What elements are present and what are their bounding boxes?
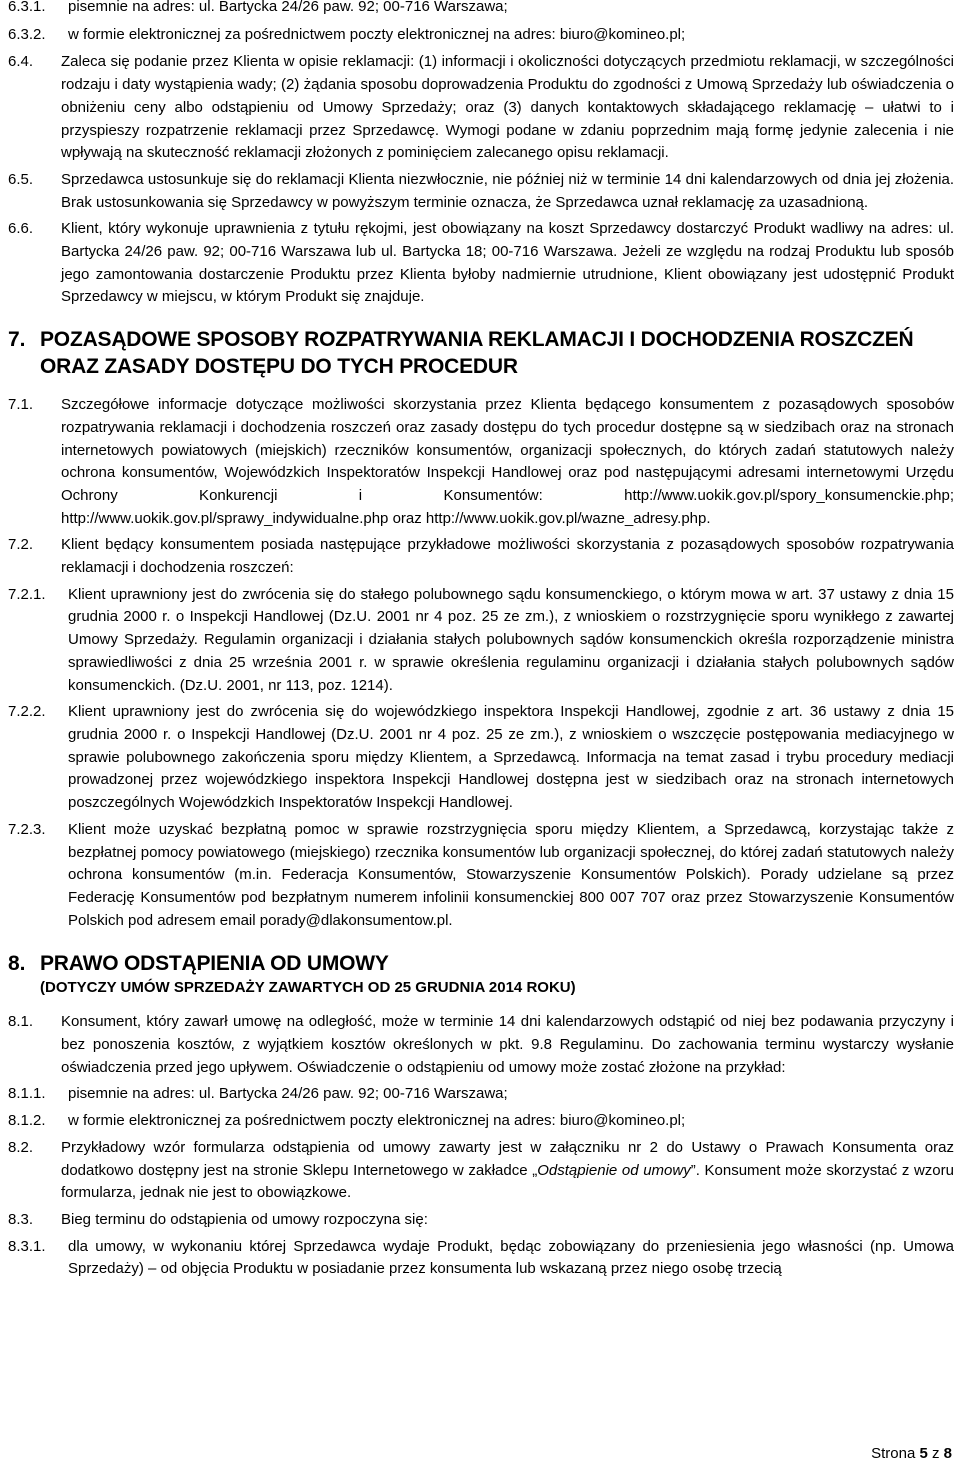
item-text: Klient uprawniony jest do zwrócenia się do wojewódzkiego inspektora Inspekcji Handlowej, zgodnie z art. 36 ustawy z dnia 15 grudnia 2000 r. o Inspekcji Handlowej (Dz.U. 2001 nr 4 poz. 25 ze zm.), z wnioskiem o wszczęcie postępowania mediacyjnego w sprawie polubownego zakończenia sporu między Klientem, a Sprzedawcą. Informacja na temat zasad i trybu procedury mediacji prowadzonej przez wojewódzkiego inspektora Inspekcji Handlowej dostępna jest w siedzibach oraz na stronach internetowych poszczególnych Wojewódzkich Inspektoratów Inspekcji Handlowej. [68,703,954,812]
item-number: 8.3.1. [8,1237,46,1255]
list-item-6-3-1 [8,0,954,19]
list-item-8-1-2 [8,1110,954,1133]
item-number: 8.1.1. [8,1085,46,1103]
section-7-heading [8,326,954,380]
item-text: Bieg terminu do odstąpienia od umowy rozpoczyna się: [61,1210,428,1228]
list-item-6-3-2 [8,24,954,47]
form-link-text: Odstąpienie od umowy [537,1161,691,1179]
item-text: w formie elektronicznej za pośrednictwem poczty elektronicznej na adres: biuro@komineo.pl; [68,25,686,43]
item-text: dla umowy, w wykonaniu której Sprzedawca wydaje Produkt, będąc zobowiązany do przeniesienia jego własności (np. Umowa Sprzedaży) – od objęcia Produktu w posiadanie przez konsumenta lub wskazaną przez niego osobę trzecią [68,1237,954,1278]
section-subtitle: (DOTYCZY UMÓW SPRZEDAŻY ZAWARTYCH OD 25 GRUDNIA 2014 ROKU) [40,979,576,997]
item-text: w formie elektronicznej za pośrednictwem poczty elektronicznej na adres: biuro@komineo.pl; [68,1112,686,1130]
item-number: 6.3.2. [8,25,46,43]
item-number: 7.2.1. [8,585,46,603]
footer-label: Strona [871,1445,916,1463]
list-item-7-1 [8,394,954,530]
page-footer [871,1443,952,1466]
section-title: PRAWO ODSTĄPIENIA OD UMOWY [40,952,389,976]
item-text: Sprzedawca ustosunkuje się do reklamacji Klienta niezwłocznie, nie później niż w terminie 14 dni kalendarzowych od dnia jej złożenia. Brak ustosunkowania się Sprzedawcy w powyższym terminie oznacza, że Sprzedawca uznał reklamację za uzasadnioną. [61,170,954,211]
item-text: Konsument, który zawarł umowę na odległość, może w terminie 14 dni kalendarzowych odstąpić od niej bez podawania przyczyny i bez ponoszenia kosztów, z wyjątkiem kosztów określonych w pkt. 9.8 Regulaminu. Do zachowania terminu wystarczy wysłanie oświadczenia przed jego upływem. Oświadczenie o odstąpieniu od umowy może zostać złożone na przykład: [61,1013,954,1076]
list-item-8-1-1 [8,1083,954,1106]
list-item-8-2 [8,1137,954,1205]
list-item-7-2-2 [8,701,954,815]
list-item-6-6 [8,218,954,309]
item-text: pisemnie na adres: ul. Bartycka 24/26 paw. 92; 00-716 Warszawa; [68,0,508,15]
section-8-heading [8,950,954,999]
section-number: 8. [8,952,26,976]
item-number: 6.3.1. [8,0,46,15]
list-item-7-2 [8,534,954,579]
footer-page-number: 5 [919,1445,928,1463]
item-number: 6.4. [8,53,34,71]
item-number: 6.6. [8,220,34,238]
list-item-8-3 [8,1209,954,1232]
list-item-8-1 [8,1011,954,1079]
item-text-part: Przykładowy wzór formularza odstąpienia od umowy zawarty jest w załączniku nr 2 do Ustawy o Prawach Konsumenta oraz dodatkowo dostępny jest na stronie Sklepu Internetowego w zakładce „ [61,1138,954,1179]
item-number: 8.1. [8,1013,34,1031]
item-text-part: ”. Konsument może skorzystać z wzoru formularza, jednak nie jest to obowiązkowe. [61,1161,954,1202]
item-number: 7.2.2. [8,703,46,721]
footer-page-total: 8 [943,1445,952,1463]
item-text [61,1137,954,1205]
list-item-8-3-1 [8,1236,954,1281]
item-text: Klient, który wykonuje uprawnienia z tytułu rękojmi, jest obowiązany na koszt Sprzedawcy dostarczyć Produkt wadliwy na adres: ul. Bartycka 24/26 paw. 92; 00-716 Warszawa lub ul. Bartycka 18; 00-716 Warszawa. Jeżeli ze względu na rodzaj Produktu lub sposób jego zamontowania dostarczenie Produktu przez Klienta byłoby nadmiernie utrudnione, Klient obowiązany jest udostępnić Produkt Sprzedawcy w miejscu, w którym Produkt się znajduje. [61,220,954,306]
footer-separator: z [931,1445,940,1463]
item-text: Klient uprawniony jest do zwrócenia się do stałego polubownego sądu konsumenckiego, o którym mowa w art. 37 ustawy z dnia 15 grudnia 2000 r. o Inspekcji Handlowej (Dz.U. 2001 nr 4 poz. 25 ze zm.), z wnioskiem o rozstrzygnięcie sporu wynikłego z zawartej Umowy Sprzedaży. Regulamin organizacji i działania stałych polubownych sądów konsumenckich określa rozporządzenie ministra sprawiedliwości z dnia 25 września 2001 r. w sprawie określenia regulaminu organizacji i działania stałych polubownych sądów konsumenckich. (Dz.U. 2001, nr 113, poz. 1214). [68,585,954,694]
item-text: Klient będący konsumentem posiada następujące przykładowe możliwości skorzystania z pozasądowych sposobów rozpatrywania reklamacji i dochodzenia roszczeń: [61,536,954,577]
section-title: POZASĄDOWE SPOSOBY ROZPATRYWANIA REKLAMACJI I DOCHODZENIA ROSZCZEŃ ORAZ ZASADY DOSTĘPU DO TYCH PROCEDUR [40,328,914,379]
item-number: 7.2. [8,536,34,554]
item-number: 7.2.3. [8,820,46,838]
item-number: 8.2. [8,1138,34,1156]
item-number: 8.3. [8,1210,34,1228]
item-text: pisemnie na adres: ul. Bartycka 24/26 paw. 92; 00-716 Warszawa; [68,1085,508,1103]
section-number: 7. [8,328,26,352]
list-item-7-2-1 [8,584,954,698]
item-text: Szczegółowe informacje dotyczące możliwości skorzystania przez Klienta będącego konsumentem z pozasądowych sposobów rozpatrywania reklamacji i dochodzenia roszczeń oraz zasady dostępu do tych procedur dostępne są w siedzibach oraz na stronach internetowych powiatowych (miejskich) rzeczników konsumentów, organizacji społecznych, do których zadań statutowych należy ochrona konsumentów, Wojewódzkich Inspektoratów Inspekcji Handlowej oraz pod następującymi adresami internetowymi Urzędu Ochrony Konkurencji i Konsumentów: http://www.uokik.gov.pl/spory_konsumenckie.php; http://www.uokik.gov.pl/sprawy_indywidualne.php oraz http://www.uokik.gov.pl/wazne_adresy.php. [61,396,954,527]
item-text: Zaleca się podanie przez Klienta w opisie reklamacji: (1) informacji i okoliczności dotyczących przedmiotu reklamacji, w szczególności rodzaju i daty wystąpienia wady; (2) żądania sposobu doprowadzenia Produktu do zgodności z Umową Sprzedaży lub oświadczenia o obniżeniu ceny albo odstąpieniu od Umowy Sprzedaży; oraz (3) danych kontaktowych składającego reklamację – ułatwi to i przyspieszy rozpatrzenie reklamacji przez Sprzedawcę. Wymogi podane w zdaniu poprzednim mają formę jedynie zalecenia i nie wpływają na skuteczność reklamacji złożonych z pominięciem zalecanego opisu reklamacji. [61,53,954,162]
list-item-7-2-3 [8,819,954,933]
item-text: Klient może uzyskać bezpłatną pomoc w sprawie rozstrzygnięcia sporu między Klientem, a Sprzedawcą, korzystając także z bezpłatnej pomocy powiatowego (miejskiego) rzecznika konsumentów lub organizacji społecznej, do której zadań statutowych należy ochrona konsumentów (m.in. Federacja Konsumentów, Stowarzyszenie Konsumentów Polskich). Porady udzielane są przez Federację Konsumentów pod bezpłatnym numerem infolinii konsumenckiej 800 007 707 oraz przez Stowarzyszenie Konsumentów Polskich pod adresem email porady@dlakonsumentow.pl. [68,820,954,929]
list-item-6-5 [8,169,954,214]
item-number: 7.1. [8,396,34,414]
item-number: 8.1.2. [8,1112,46,1130]
item-number: 6.5. [8,170,34,188]
list-item-6-4 [8,51,954,165]
